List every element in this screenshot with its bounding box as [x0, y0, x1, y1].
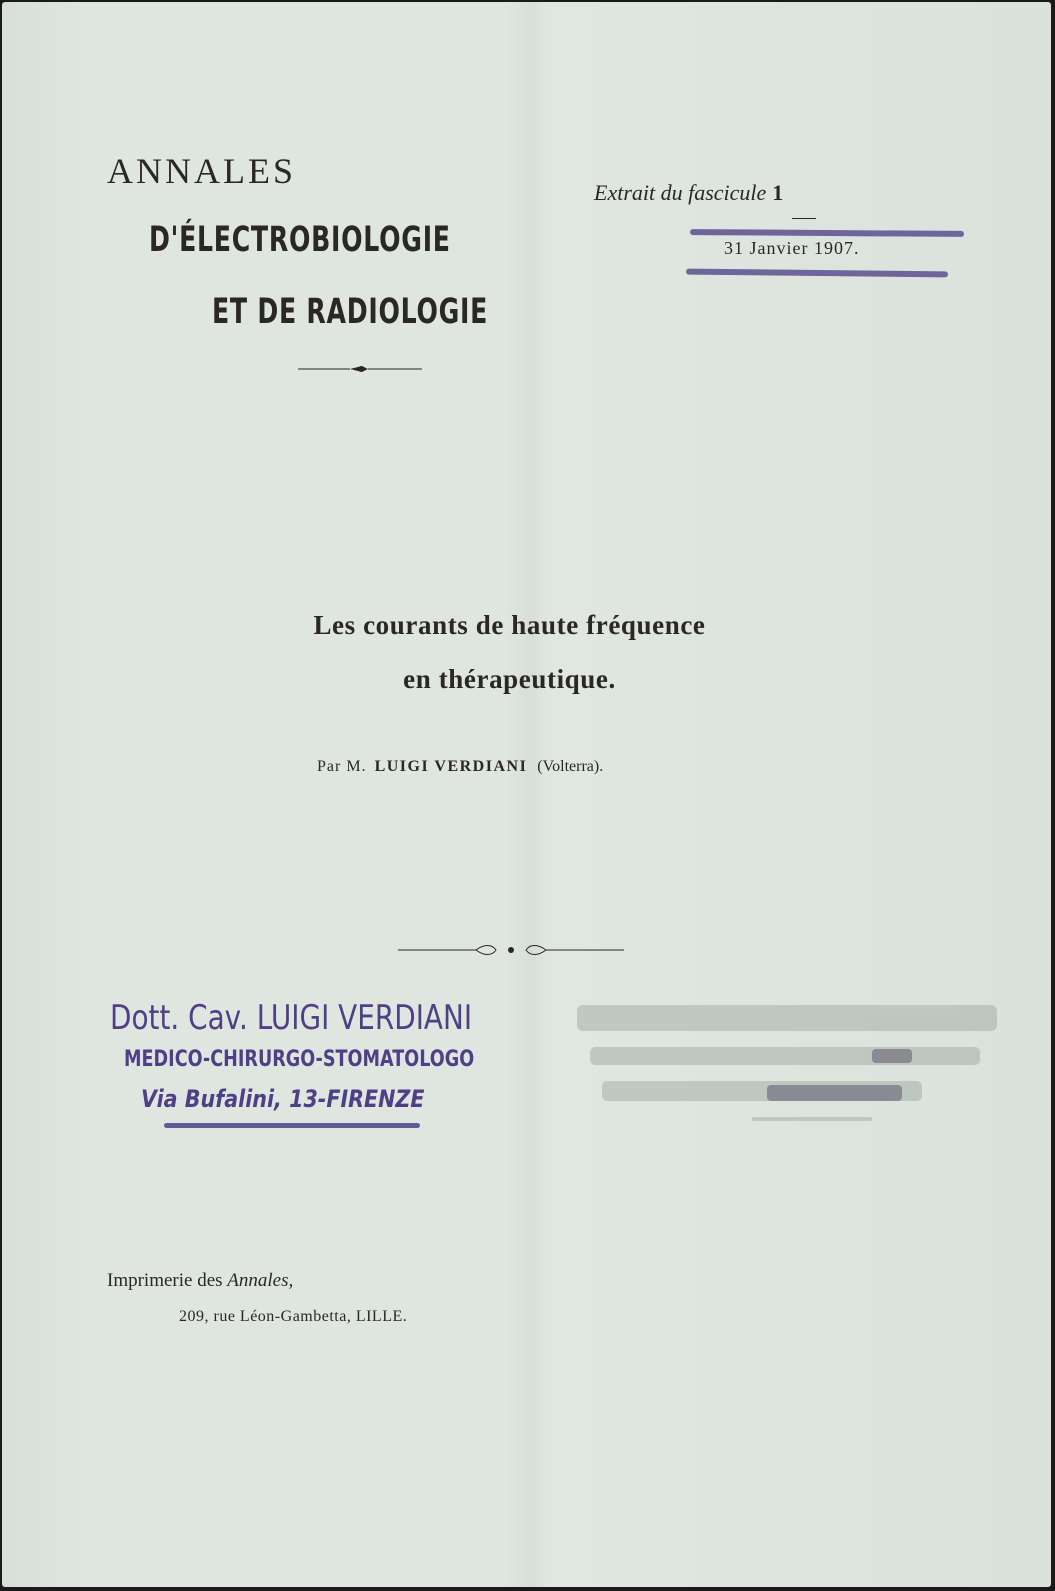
document-page	[2, 2, 1051, 1587]
extract-dash	[792, 218, 816, 219]
printer-prefix: Imprimerie des	[107, 1270, 223, 1291]
stamp-profession: MEDICO-CHIRURGO-STOMATOLOGO	[124, 1047, 475, 1072]
journal-title-line1: ANNALES	[107, 151, 296, 191]
printer-address: 209, rue Léon-Gambetta, LILLE.	[179, 1308, 408, 1325]
article-title-line2: en thérapeutique.	[403, 664, 616, 694]
strike-line-top	[690, 229, 964, 237]
byline	[317, 758, 603, 776]
ghost-stamp-offset	[572, 997, 1002, 1132]
stamp-name: Dott. Cav. LUIGI VERDIANI	[110, 998, 473, 1038]
printer-name: Annales,	[227, 1270, 294, 1291]
author-location: (Volterra).	[537, 758, 604, 775]
strike-line-bottom	[686, 269, 948, 278]
journal-title-line3: ET DE RADIOLOGIE	[212, 292, 489, 332]
fascicle-number: 1	[772, 180, 784, 205]
issue-date: 31 Janvier 1907.	[724, 238, 860, 258]
center-ornament	[396, 942, 626, 958]
article-title-line1: Les courants de haute fréquence	[313, 610, 706, 640]
header-ornament	[296, 362, 426, 376]
printer-line	[107, 1270, 293, 1292]
extract-note	[594, 180, 783, 206]
extract-label: Extrait du fascicule	[594, 180, 767, 205]
author-name: LUIGI VERDIANI	[374, 758, 528, 775]
byline-prefix: Par M.	[317, 758, 367, 775]
stamp-address: Via Bufalini, 13-FIRENZE	[141, 1085, 425, 1113]
journal-title-line2: D'ÉLECTROBIOLOGIE	[149, 220, 451, 260]
stamp-underline	[164, 1123, 420, 1128]
